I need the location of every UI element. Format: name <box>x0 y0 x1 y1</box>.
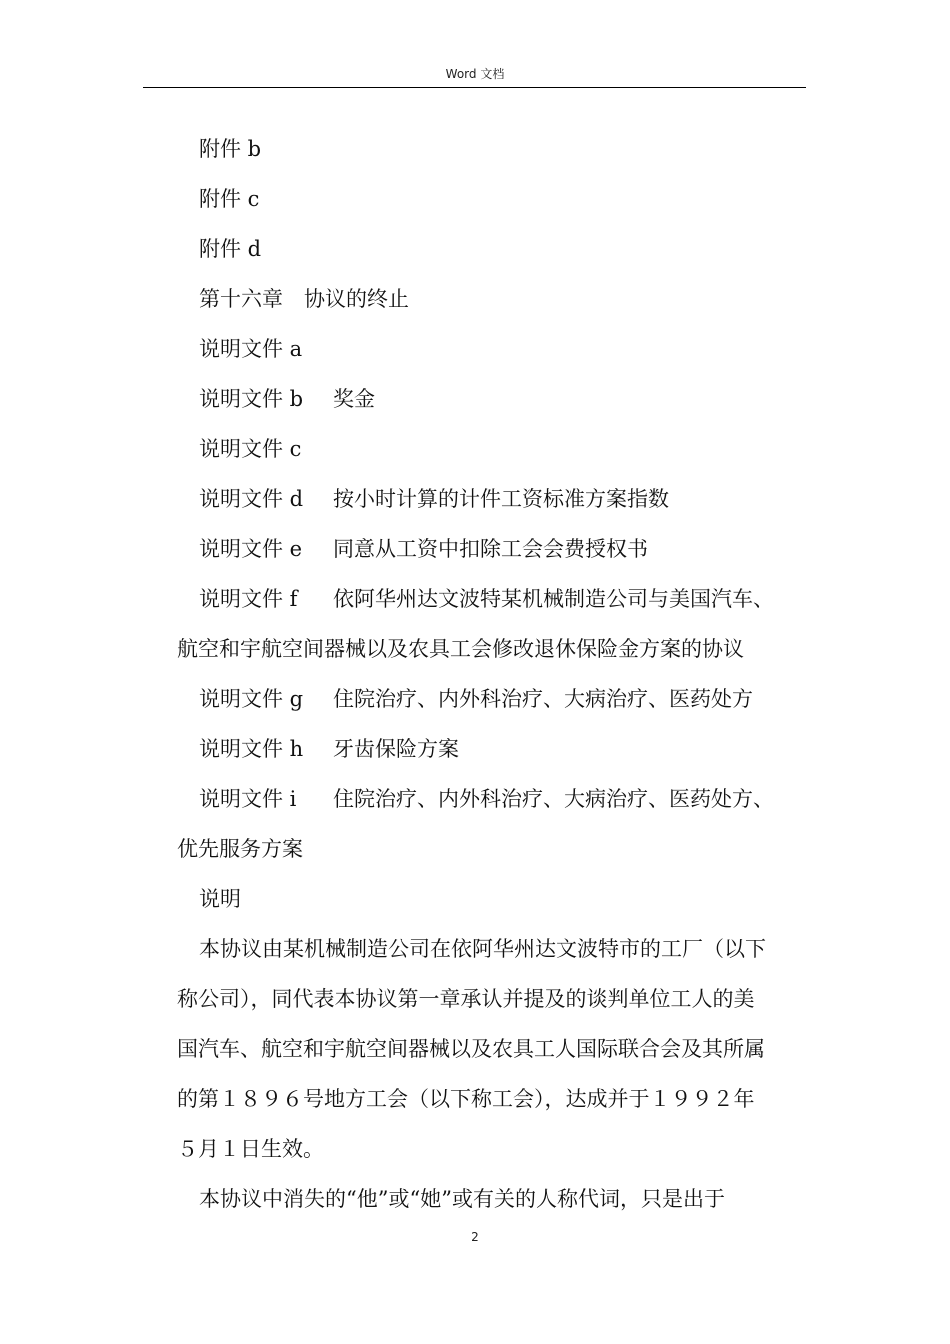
exhibit-d-line <box>177 474 807 524</box>
page-number: 2 <box>471 1230 479 1244</box>
exhibit-i-continuation: 优先服务方案 <box>177 837 303 861</box>
exhibit-b-text: 奖金 <box>333 387 375 411</box>
exhibit-g-label: 说明文件 g <box>199 687 304 711</box>
exhibit-b-label: 说明文件 b <box>199 387 304 411</box>
exhibit-i-text: 住院治疗、内外科治疗、大病治疗、医药处方、 <box>333 787 774 811</box>
document-body <box>177 124 807 1224</box>
exhibit-b-line <box>177 374 807 424</box>
exhibit-e-line <box>177 524 807 574</box>
appendix-b-line: 附件 b <box>199 137 262 161</box>
exhibit-c-line: 说明文件 c <box>199 437 302 461</box>
exhibit-f-line <box>177 574 807 624</box>
exhibit-f-text: 依阿华州达文波特某机械制造公司与美国汽车、 <box>333 587 774 611</box>
exhibit-h-label: 说明文件 h <box>199 737 304 761</box>
paragraph-1-line-4: 的第１８９６号地方工会（以下称工会），达成并于１９９２年 <box>177 1087 755 1111</box>
exhibit-h-line <box>177 724 807 774</box>
paragraph-2-line-1: 本协议中消失的“他”或“她”或有关的人称代词，只是出于 <box>199 1187 725 1211</box>
paragraph-1-line-3: 国汽车、航空和宇航空间器械以及农具工人国际联合会及其所属 <box>177 1037 765 1061</box>
exhibit-e-label: 说明文件 e <box>199 537 303 561</box>
exhibit-f-label: 说明文件 f <box>199 587 298 611</box>
paragraph-1-line-1: 本协议由某机械制造公司在依阿华州达文波特市的工厂（以下 <box>199 937 766 961</box>
explanation-heading: 说明 <box>199 887 241 911</box>
paragraph-1-line-5: ５月１日生效。 <box>177 1137 324 1161</box>
exhibit-e-text: 同意从工资中扣除工会会费授权书 <box>333 537 648 561</box>
exhibit-d-text: 按小时计算的计件工资标准方案指数 <box>333 487 669 511</box>
header-rule <box>143 87 806 88</box>
paragraph-1-line-2: 称公司），同代表本协议第一章承认并提及的谈判单位工人的美 <box>177 987 755 1011</box>
exhibit-g-line <box>177 674 807 724</box>
exhibit-f-continuation: 航空和宇航空间器械以及农具工会修改退休保险金方案的协议 <box>177 637 744 661</box>
exhibit-i-line <box>177 774 807 824</box>
exhibit-d-label: 说明文件 d <box>199 487 304 511</box>
page-header-title: Word 文档 <box>445 67 505 81</box>
appendix-c-line: 附件 c <box>199 187 260 211</box>
chapter-16-heading: 第十六章 协议的终止 <box>199 287 409 311</box>
appendix-d-line: 附件 d <box>199 237 262 261</box>
exhibit-i-label: 说明文件 i <box>199 787 297 811</box>
exhibit-a-line: 说明文件 a <box>199 337 303 361</box>
exhibit-h-text: 牙齿保险方案 <box>333 737 459 761</box>
exhibit-g-text: 住院治疗、内外科治疗、大病治疗、医药处方 <box>333 687 753 711</box>
